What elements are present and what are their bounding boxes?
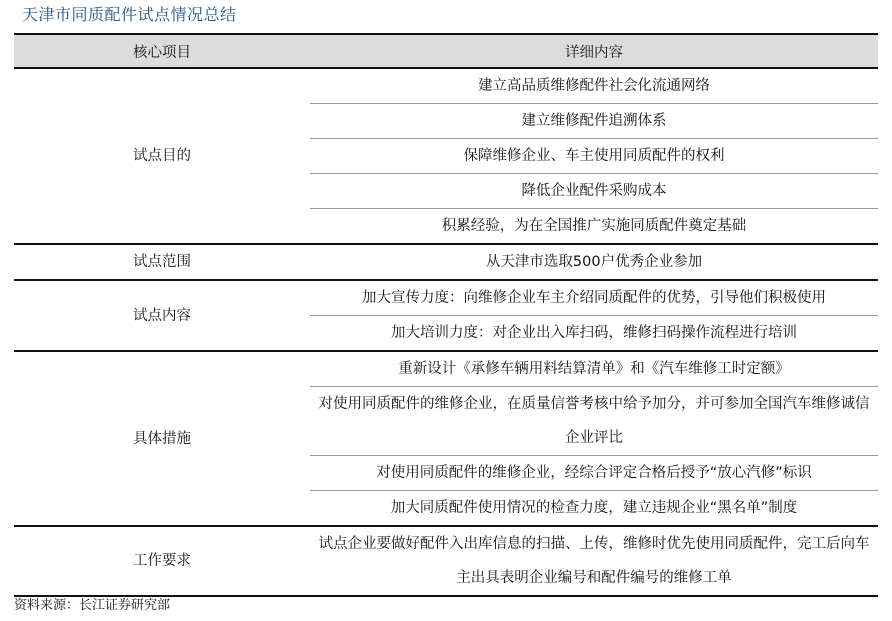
detail-cell: 加大培训力度：对企业出入库扫码，维修扫码操作流程进行培训 bbox=[310, 316, 878, 352]
detail-cell: 建立维修配件追溯体系 bbox=[310, 104, 878, 139]
core-item-cell: 具体措施 bbox=[14, 351, 310, 526]
core-item-cell: 试点范围 bbox=[14, 244, 310, 280]
table-row bbox=[14, 244, 878, 280]
detail-cell: 对使用同质配件的维修企业，在质量信誉考核中给予加分，并可参加全国汽车维修诚信企业评比 bbox=[310, 387, 878, 456]
table-row bbox=[14, 68, 878, 104]
table-row bbox=[14, 351, 878, 387]
detail-cell: 试点企业要做好配件入出库信息的扫描、上传，维修时优先使用同质配件，完工后向车主出具表明企业编号和配件编号的维修工单 bbox=[310, 526, 878, 596]
source-note: 资料来源：长江证券研究部 bbox=[14, 598, 171, 613]
table-row bbox=[14, 280, 878, 316]
detail-cell: 对使用同质配件的维修企业，经综合评定合格后授予“放心汽修”标识 bbox=[310, 456, 878, 491]
core-item-cell: 工作要求 bbox=[14, 526, 310, 596]
summary-table bbox=[14, 33, 878, 597]
detail-cell: 重新设计《承修车辆用料结算清单》和《汽车维修工时定额》 bbox=[310, 351, 878, 387]
header-detail: 详细内容 bbox=[310, 34, 878, 68]
detail-cell: 保障维修企业、车主使用同质配件的权利 bbox=[310, 139, 878, 174]
detail-cell: 降低企业配件采购成本 bbox=[310, 174, 878, 209]
detail-cell: 从天津市选取500户优秀企业参加 bbox=[310, 244, 878, 280]
detail-cell: 加大宣传力度：向维修企业车主介绍同质配件的优势，引导他们积极使用 bbox=[310, 280, 878, 316]
detail-cell: 加大同质配件使用情况的检查力度，建立违规企业“黑名单”制度 bbox=[310, 491, 878, 527]
detail-cell: 积累经验，为在全国推广实施同质配件奠定基础 bbox=[310, 209, 878, 245]
core-item-cell: 试点内容 bbox=[14, 280, 310, 351]
header-core-item: 核心项目 bbox=[14, 34, 310, 68]
table-header-row bbox=[14, 34, 878, 68]
detail-cell: 建立高品质维修配件社会化流通网络 bbox=[310, 68, 878, 104]
table-row bbox=[14, 526, 878, 596]
document-title: 天津市同质配件试点情况总结 bbox=[22, 5, 237, 24]
core-item-cell: 试点目的 bbox=[14, 68, 310, 244]
